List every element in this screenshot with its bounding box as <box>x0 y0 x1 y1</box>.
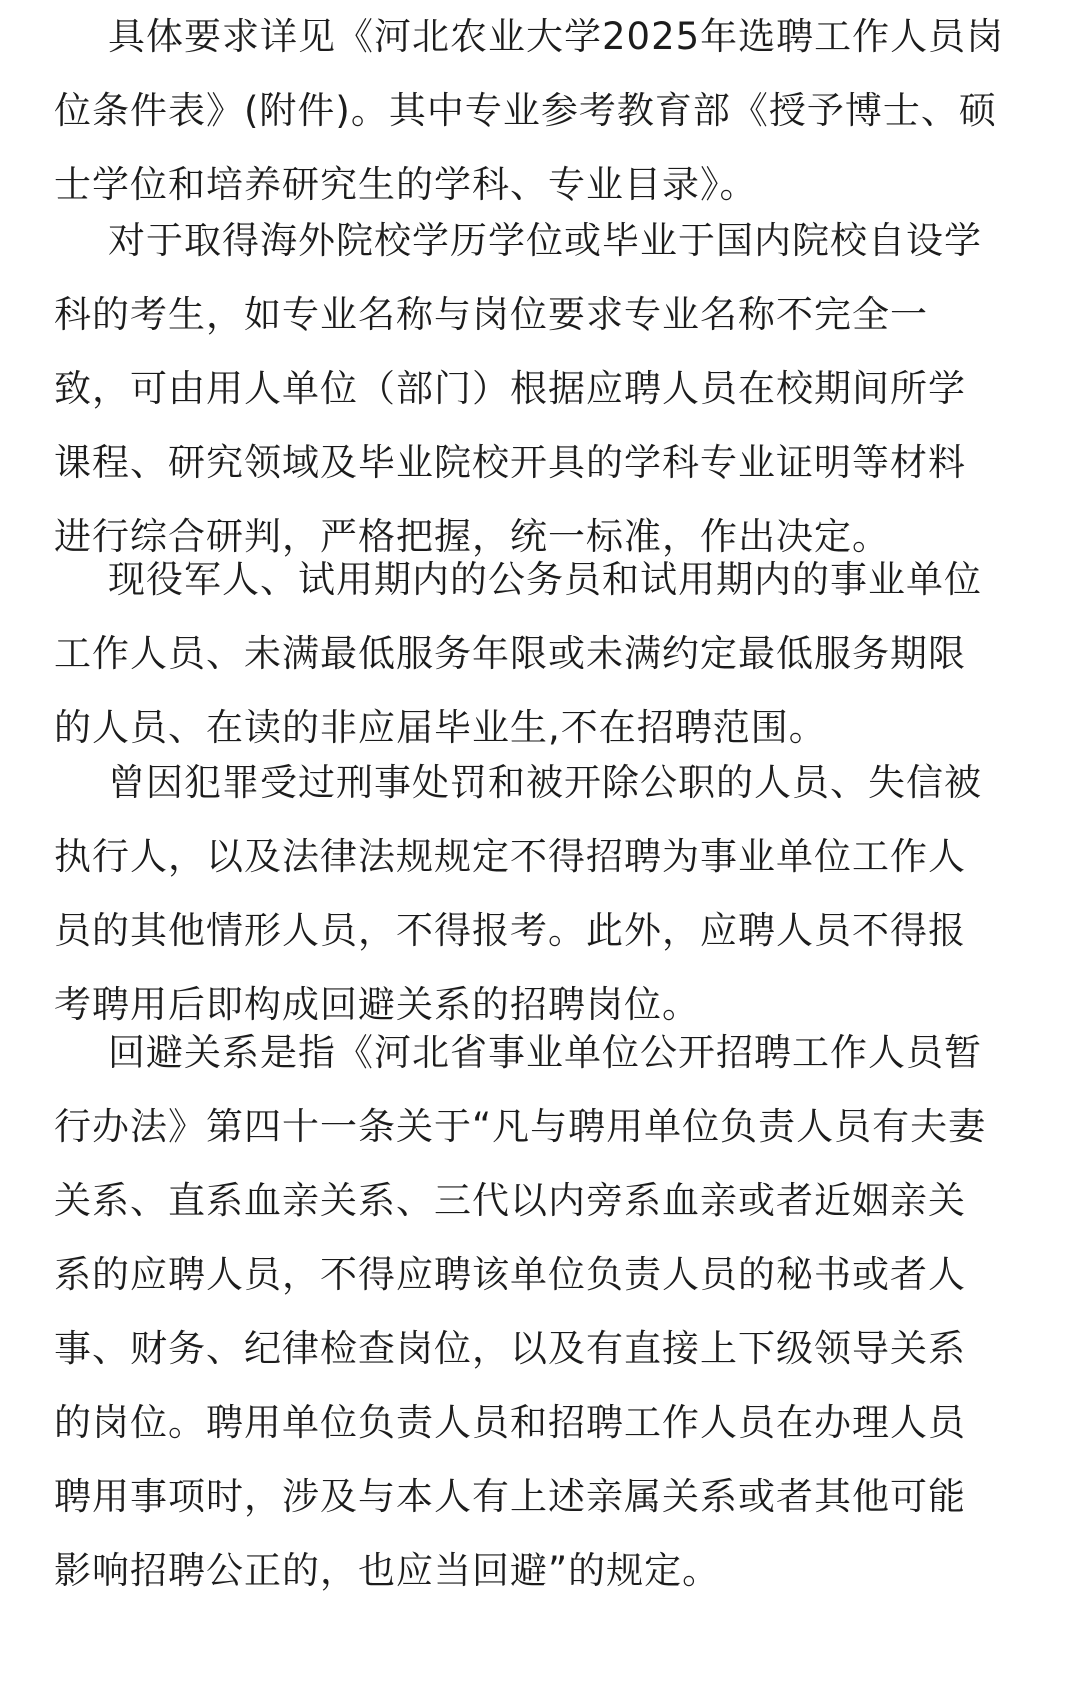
text-line: 考聘用后即构成回避关系的招聘岗位。 <box>54 983 700 1026</box>
text-line: 科的考生，如专业名称与岗位要求专业名称不完全一 <box>54 293 928 336</box>
paragraph-requirements <box>54 0 1024 222</box>
text-line: 致，可由用人单位（部门）根据应聘人员在校期间所学 <box>54 367 966 410</box>
text-line: 行办法》第四十一条关于“凡与聘用单位负责人员有夫妻 <box>54 1105 987 1148</box>
text-line: 聘用事项时，涉及与本人有上述亲属关系或者其他可能 <box>54 1475 966 1518</box>
text-line: 的人员、在读的非应届毕业生,不在招聘范围。 <box>54 706 827 749</box>
paragraph-overseas-degrees <box>54 204 1024 574</box>
paragraph-avoidance-rules <box>54 1016 1024 1608</box>
text-line: 进行综合研判，严格把握，统一标准，作出决定。 <box>54 515 890 558</box>
text-line: 关系、直系血亲关系、三代以内旁系血亲或者近姻亲关 <box>54 1179 966 1222</box>
text-line: 的岗位。聘用单位负责人员和招聘工作人员在办理人员 <box>54 1401 966 1444</box>
paragraph-disqualifications <box>54 746 1024 1042</box>
text-line: 执行人，以及法律法规规定不得招聘为事业单位工作人 <box>54 835 966 878</box>
paragraph-excluded-personnel <box>54 543 1024 765</box>
text-line: 回避关系是指《河北省事业单位公开招聘工作人员暂 <box>108 1031 982 1074</box>
text-line: 事、财务、纪律检查岗位，以及有直接上下级领导关系 <box>54 1327 966 1370</box>
text-line: 对于取得海外院校学历学位或毕业于国内院校自设学 <box>108 219 982 262</box>
text-line: 工作人员、未满最低服务年限或未满约定最低服务期限 <box>54 632 966 675</box>
text-line: 士学位和培养研究生的学科、专业目录》。 <box>54 163 758 206</box>
text-line: 课程、研究领域及毕业院校开具的学科专业证明等材料 <box>54 441 966 484</box>
text-line: 影响招聘公正的，也应当回避”的规定。 <box>54 1549 721 1592</box>
text-line: 具体要求详见《河北农业大学2025年选聘工作人员岗 <box>108 15 1005 58</box>
text-line: 曾因犯罪受过刑事处罚和被开除公职的人员、失信被 <box>108 761 982 804</box>
text-line: 现役军人、试用期内的公务员和试用期内的事业单位 <box>108 558 982 601</box>
text-line: 员的其他情形人员，不得报考。此外，应聘人员不得报 <box>54 909 966 952</box>
text-line: 系的应聘人员，不得应聘该单位负责人员的秘书或者人 <box>54 1253 966 1296</box>
text-line: 位条件表》(附件)。其中专业参考教育部《授予博士、硕 <box>54 89 997 132</box>
